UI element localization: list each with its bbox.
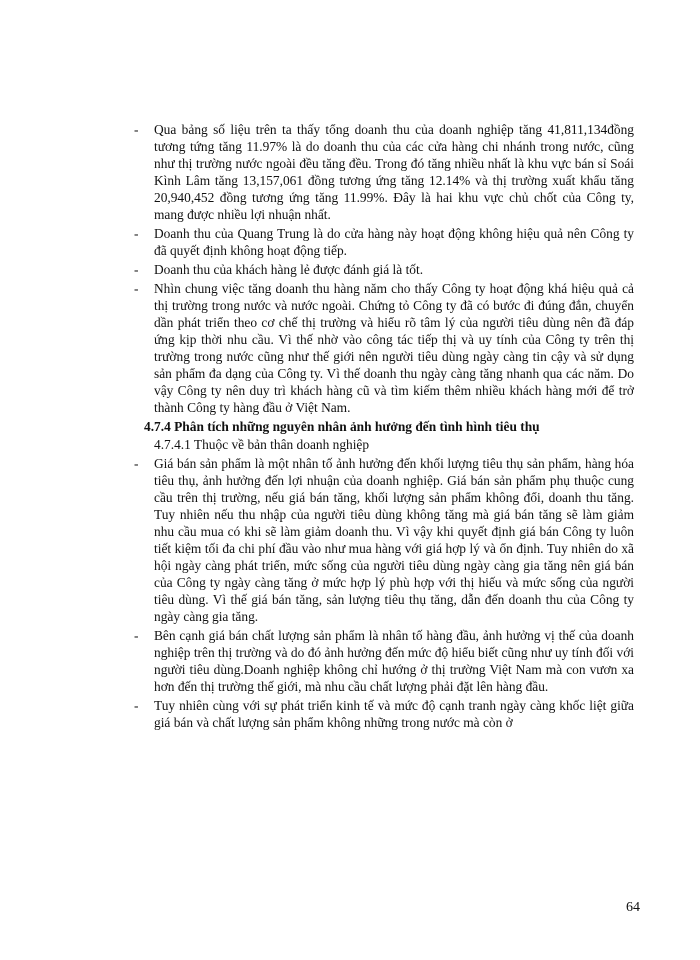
paragraph-text: Bên cạnh giá bán chất lượng sản phẩm là nhân tố hàng đầu, ảnh hưởng vị thế của doanh nghiệp trên thị trường và do đó ảnh hưởng đến mức độ hiểu biết cũng như uy tính đối với người tiêu dùng.Doanh nghiệp không chỉ hướng ở thị trường Việt Nam mà con vươn xa hơn đến thị trường thế giới, mà nhu cầu chất lượng phải đặt lên hàng đầu. <box>154 628 634 694</box>
bullet-dash: - <box>134 281 139 296</box>
bullet-paragraph-overall-assessment <box>134 280 634 416</box>
paragraph-text: Doanh thu của khách hàng lẻ được đánh giá là tốt. <box>154 262 424 277</box>
paragraph-text: Qua bảng số liệu trên ta thấy tổng doanh thu của doanh nghiệp tăng 41,811,134đồng tương tứng tăng 11.97% là do doanh thu của các cửa hàng chi nhánh trong nước, cũng như thị trường nước ngoài đều tăng đều. Trong đó tăng nhiều nhất là khu vực bán sỉ Soái Kình Lâm tăng 13,157,061 đồng tương ứng tăng 12.14% và thị trường xuất khẩu tăng 20,940,452 đồng tương ứng tăng 11.99%. Đây là hai khu vực chủ chốt của Công ty, mang được nhiều lợi nhuận nhất. <box>154 122 634 222</box>
bullet-paragraph-selling-price <box>134 455 634 625</box>
bullet-paragraph-revenue-growth <box>134 121 634 223</box>
paragraph-text: Tuy nhiên cùng với sự phát triển kinh tế và mức độ cạnh tranh ngày càng khốc liệt giữa giá bán và chất lượng sản phẩm không những trong nước mà còn ở <box>154 698 634 730</box>
bullet-dash: - <box>134 698 139 713</box>
bullet-dash: - <box>134 628 139 643</box>
bullet-dash: - <box>134 262 139 277</box>
bullet-paragraph-product-quality <box>134 627 634 695</box>
bullet-dash: - <box>134 226 139 241</box>
page-number: 64 <box>626 900 640 915</box>
bullet-paragraph-quang-trung <box>134 225 634 259</box>
paragraph-text: Doanh thu của Quang Trung là do cửa hàng này hoạt động không hiệu quả nên Công ty đã quyết định không hoạt động tiếp. <box>154 226 634 258</box>
section-heading: 4.7.4 Phân tích những nguyên nhân ảnh hưởng đến tình hình tiêu thụ <box>144 419 540 434</box>
paragraph-text: Giá bán sản phẩm là một nhân tố ảnh hưởng đến khối lượng tiêu thụ sản phẩm, hàng hóa tiêu thụ, ảnh hưởng đến lợi nhuận của doanh nghiệp. Giá bán sản phẩm phụ thuộc cung cầu trên thị trường, nếu giá bán tăng, khối lượng sản phẩm không đổi, doanh thu tăng. Tuy nhiên nếu thu nhập của người tiêu dùng không tăng mà giá bán tăng sẽ làm giảm nhu cầu mua có khi sẽ làm giảm doanh thu. Vì vậy khi quyết định giá bán Công ty luôn tiết kiệm tối đa chi phí đầu vào như mua hàng với giá hợp lý và ổn định. Tuy nhiên do xã hội ngày càng phát triển, mức sống của người tiêu dùng ngày càng gia tăng nên giá bán của Công ty ngày càng tăng ở mức hợp lý phù hợp với thị hiếu và mức sống của người tiêu dùng. Vì thế giá bán tăng, sản lượng tiêu thụ tăng, dẫn đến doanh thu của Công ty ngày càng gia tăng. <box>154 456 634 624</box>
page-body <box>134 121 634 733</box>
subsection-heading: 4.7.4.1 Thuộc về bản thân doanh nghiệp <box>154 437 370 452</box>
bullet-dash: - <box>134 456 139 471</box>
paragraph-text: Nhìn chung việc tăng doanh thu hàng năm cho thấy Công ty hoạt động khá hiệu quả cả thị trường trong nước và nước ngoài. Chứng tỏ Công ty đã có bước đi đúng đắn, chuyển dần phát triển theo cơ chế thị trường và hiểu rõ tâm lý của người tiêu dùng nên đã đáp ứng kịp thời nhu cầu. Vì thế nhờ vào công tác tiếp thị và uy tính của Công ty trên thị trường trong nước cũng như thế giới nên người tiêu dùng ngày càng tin cậy và sử dụng sản phẩm đa dạng của Công ty. Vì thế doanh thu ngày càng tăng nhanh qua các năm. Do vậy Công ty nên duy trì khách hàng cũ và tìm kiếm thêm nhiều khách hàng mới để trở thành Công ty hàng đầu ở Việt Nam. <box>154 281 634 415</box>
bullet-paragraph-retail-customers <box>134 261 634 278</box>
bullet-paragraph-competition <box>134 697 634 731</box>
bullet-dash: - <box>134 122 139 137</box>
